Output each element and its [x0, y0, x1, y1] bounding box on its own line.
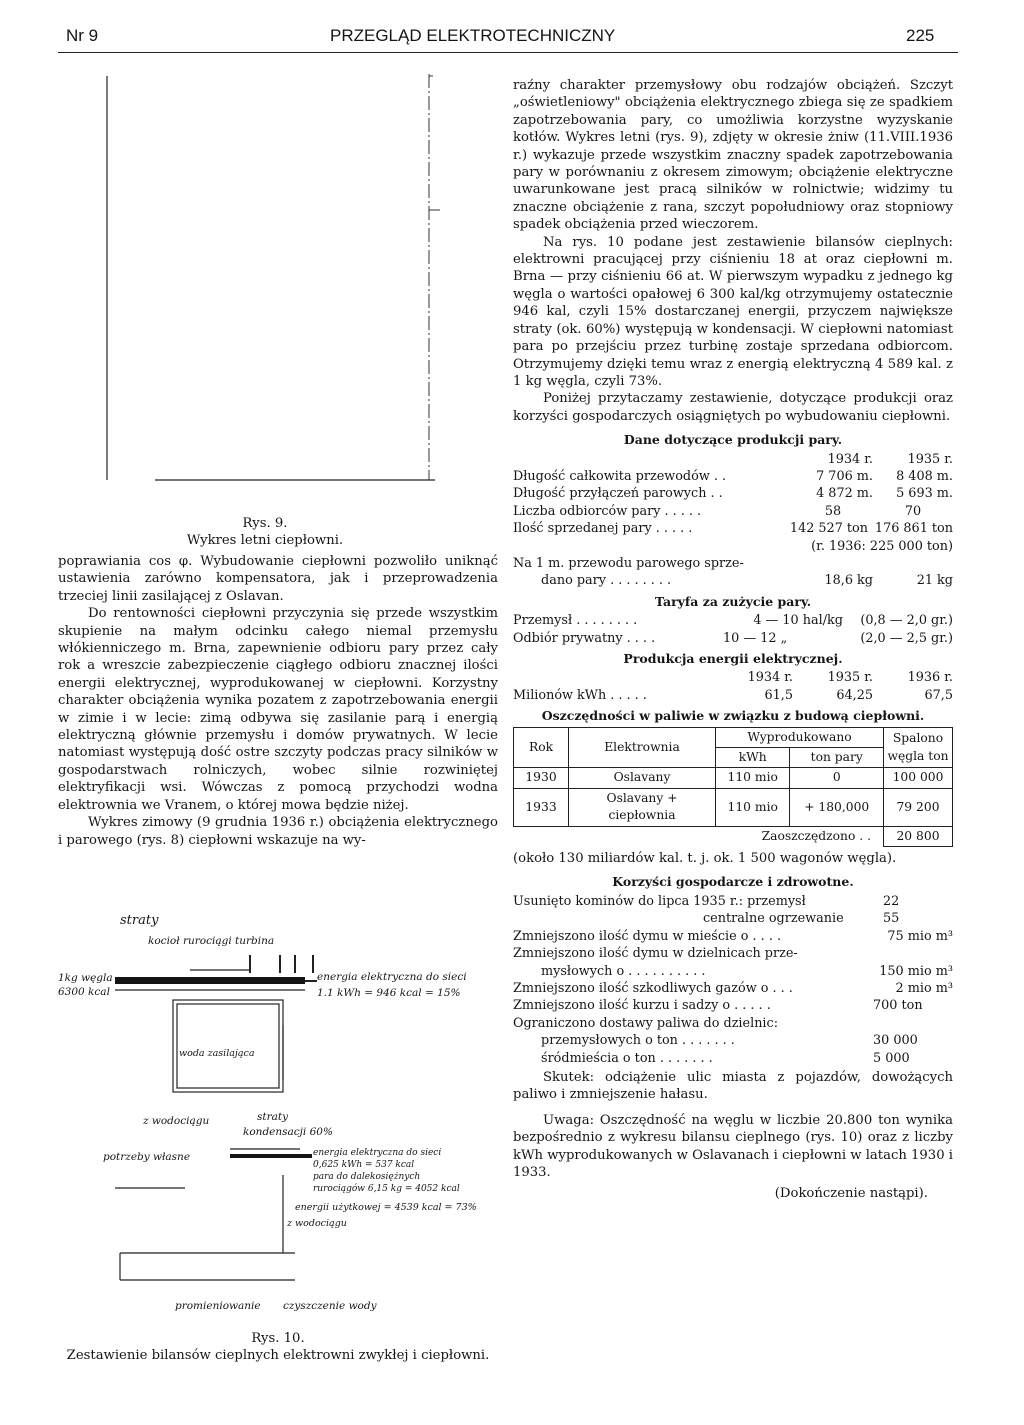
produkcja-row	[513, 687, 953, 704]
fig10-label: rurociągów 6,15 kg = 4052 kcal	[313, 1184, 460, 1194]
page-header	[58, 26, 958, 53]
fig10-label: potrzeby własne	[103, 1151, 191, 1163]
row-value: 10 — 12 „	[723, 630, 788, 646]
korzysci-row	[513, 1032, 953, 1049]
korzysci-row	[513, 1015, 953, 1032]
table-header: Rok	[514, 727, 569, 768]
section-title: Korzyści gospodarcze i zdrowotne.	[612, 874, 854, 890]
cell: 79 200	[884, 788, 953, 826]
fig10-label: 1.1 kWh = 946 kcal = 15%	[317, 987, 461, 999]
row-value: 22	[883, 893, 900, 909]
fig10-label: kocioł rurociągi turbina	[148, 935, 275, 947]
row-value: 8 408 m.	[896, 468, 953, 484]
cell: Oslavany	[569, 768, 716, 788]
dane-row	[513, 520, 953, 537]
fig10-label: 1kg węgla	[58, 972, 113, 984]
row-value	[873, 1015, 953, 1032]
cell: + 180,000	[790, 788, 884, 826]
row-value: 4 872 m.	[816, 486, 873, 502]
table-row	[514, 768, 953, 788]
row-label: Długość całkowita przewodów . .	[513, 468, 727, 484]
right-column	[513, 77, 953, 1203]
row-label: Przemysł . . . . . . . .	[513, 613, 638, 629]
cell: 100 000	[884, 768, 953, 788]
korzysci-row	[513, 945, 953, 962]
table-header: ton pary	[790, 748, 884, 768]
row-label: Liczba odbiorców pary . . . . .	[513, 503, 702, 519]
fuel-savings-table	[513, 727, 953, 847]
row-value: 61,5	[764, 687, 793, 703]
fig10-label: kondensacji 60%	[243, 1126, 333, 1138]
years-row	[513, 669, 953, 686]
row-value: 142 527 ton	[789, 521, 868, 537]
cell: 20 800	[884, 826, 953, 846]
paragraph: Do rentowności ciepłowni przyczynia się przede wszystkim skupienie na małym odcinku całego niemal przemysłu włókienniczego m. Brna, zapewnienie odbioru pary przez cały rok a wreszcie zabezpieczenie ciągłego odbioru znacznej ilości energii elektrycznej, wyprodukowanej w ciepłowni. Korzystny charakter obciążenia wynika pozatem z zapotrzebowania energii w zimie i w lecie: zimą odbywa się zasilanie parą i energią elektryczną głównie przemysłu i domów prywatnych. W lecie natomiast występują dość ostre szczyty podczas pracy silników w gospodarstwach rolniczych, wobec silnie rozwiniętej elektryfikacji wsi. Wówczas z pomocą przychodzi wodna elektrownia we Vranem, o której mowa będzie niżej.	[58, 606, 498, 813]
row-value: 30 000	[873, 1033, 918, 1049]
row-value: 2 mio m³	[895, 980, 953, 996]
fig10-label: energia elektryczna do sieci	[313, 1148, 442, 1158]
row-label: śródmieścia o ton . . . . . . .	[541, 1050, 713, 1066]
korzysci-row	[513, 893, 953, 910]
table-header: kWh	[716, 748, 790, 768]
row-value: (0,8 — 2,0 gr.)	[860, 613, 953, 629]
fig10-label: straty	[257, 1111, 289, 1123]
row-label: Ograniczono dostawy paliwa do dzielnic:	[513, 1015, 779, 1031]
fig10-label: woda zasilająca	[179, 1048, 255, 1059]
fig10-label: z wodociągu	[287, 1218, 347, 1229]
row-value: 176 861 ton	[874, 521, 953, 537]
section-title: Taryfa za zużycie pary.	[654, 593, 812, 609]
table-header: Elektrownia	[569, 727, 716, 768]
section-title: Oszczędności w paliwie w związku z budową ciepłowni.	[541, 708, 925, 724]
row-label: Zmniejszono ilość dymu w mieście o . . . .	[513, 928, 782, 944]
cell: Zaoszczędzono . .	[514, 826, 884, 846]
section-title: Produkcja energii elektrycznej.	[623, 651, 843, 666]
cell: 0	[790, 768, 884, 788]
taryfa-row	[513, 612, 953, 629]
figure-10-number: Rys. 10.	[251, 1331, 305, 1346]
row-value: 21 kg	[916, 573, 953, 589]
fig10-label: promieniowanie	[175, 1300, 261, 1312]
paragraph: Wykres zimowy (9 grudnia 1936 r.) obciążenia elektrycznego i parowego (rys. 8) ciepłowni wskazuje na wy-	[58, 815, 498, 848]
figure-10	[55, 905, 505, 1325]
row-label: Długość przyłączeń parowych . .	[513, 486, 723, 502]
row-value: 700 ton	[873, 998, 923, 1014]
fig10-label: czyszczenie wody	[283, 1300, 377, 1312]
na1m-row	[513, 555, 953, 572]
korzysci-row	[513, 928, 953, 945]
year: 1935 r.	[827, 670, 873, 686]
row-label: Milionów kWh . . . . .	[513, 687, 647, 703]
table-header: Spalono węgla ton	[884, 727, 953, 768]
korzysci-row	[513, 963, 953, 980]
row-label: Odbiór prywatny . . . .	[513, 630, 656, 646]
row-label: Zmniejszono ilość szkodliwych gazów o . . .	[513, 980, 793, 996]
korzysci-row	[513, 1050, 953, 1067]
page-number: 225	[906, 26, 935, 45]
fig10-label: para do dalekosiężnych	[313, 1172, 421, 1182]
row-value: 58	[824, 503, 842, 519]
year: 1935 r.	[907, 451, 953, 467]
cell: Oslavany + ciepłownia	[569, 788, 716, 826]
fig10-label: energii użytkowej = 4539 kcal = 73%	[295, 1202, 477, 1213]
figure-9-title: Wykres letni ciepłowni.	[186, 533, 344, 549]
left-column-text	[58, 553, 498, 849]
year: 1934 r.	[747, 670, 793, 686]
korzysci-row	[513, 910, 953, 927]
paragraph: (około 130 miliardów kal. t. j. ok. 1 500 wagonów węgla).	[513, 851, 897, 867]
paragraph: (Dokończenie nastąpi).	[774, 1186, 928, 1202]
row-value: (2,0 — 2,5 gr.)	[860, 630, 953, 646]
fig10-label: straty	[120, 913, 159, 928]
row-value: 75 mio m³	[887, 928, 953, 944]
years-row	[513, 451, 953, 468]
fig10-label: 6300 kcal	[58, 986, 110, 998]
row-label: Na 1 m. przewodu parowego sprze-	[513, 555, 744, 571]
dane-row	[513, 468, 953, 485]
row-value: 55	[883, 911, 900, 927]
paragraph: raźny charakter przemysłowy obu rodzajów obciążeń. Szczyt „oświetleniowy" obciążenia elektrycznego zbiega się ze spadkiem zapotrzebowania pary, co umożliwia korzystne wyzyskanie kotłów. Wykres letni (rys. 9), zdjęty w okresie żniw (11.VIII.1936 r.) wykazuje przede wszystkim znaczny spadek zapotrzebowania pary w porównaniu z okresem zimowym; obciążenie elektryczne uwarunkowane jest pracą silników w rolnictwie; widzimy tu znaczne obciążenie z rana, szczyt popołudniowy oraz stopniowy spadek obciążenia przed wieczorem.	[513, 78, 953, 233]
row-label: centralne ogrzewanie	[703, 911, 844, 927]
fig10-label: 0,625 kWh = 537 kcal	[313, 1160, 415, 1170]
row-value: 7 706 m.	[816, 468, 873, 484]
cell: 110 mio	[716, 768, 790, 788]
fig10-label: z wodociągu	[143, 1115, 210, 1127]
row-value: 5 693 m.	[896, 486, 953, 502]
fig10-label: energia elektryczna do sieci	[317, 971, 467, 983]
row-value: 5 000	[873, 1050, 910, 1066]
row-label: dano pary . . . . . . . .	[541, 573, 672, 589]
cell: 110 mio	[716, 788, 790, 826]
journal-title: PRZEGLĄD ELEKTROTECHNICZNY	[330, 26, 616, 45]
korzysci-row	[513, 980, 953, 997]
paragraph: Skutek: odciążenie ulic miasta z pojazdów, dowożących paliwo i zmniejszenie hałasu.	[513, 1069, 953, 1103]
year: 1934 r.	[827, 451, 873, 467]
paragraph: Na rys. 10 podane jest zestawienie bilansów cieplnych: elektrowni pracującej przy ciśnieniu 18 at oraz ciepłowni m. Brna — przy ciśnieniu 66 at. W pierwszym wypadku z jednego kg węgla o wartości opałowej 6 300 kal/kg otrzymujemy ostatecznie 946 kal, czyli 15% dostarczanej energii, przyczem największe straty (ok. 60%) występują w kondensacji. W ciepłowni natomiast para po przejściu przez turbinę zostaje sprzedana odbiorcom. Otrzymujemy dzięki temu wraz z energią elektryczną 4 589 kal. z 1 kg węgla, czyli 73%.	[513, 234, 953, 389]
table-row	[514, 826, 953, 846]
na1m-row	[513, 572, 953, 589]
table-header: Wyprodukowano	[716, 727, 884, 747]
dane-note-row	[513, 538, 953, 555]
figure-10-title: Zestawienie bilansów cieplnych elektrowni zwykłej i ciepłowni.	[66, 1348, 490, 1364]
dane-row	[513, 503, 953, 520]
row-value: 64,25	[836, 687, 873, 703]
row-label: Ilość sprzedanej pary . . . . .	[513, 521, 693, 537]
table-row	[514, 788, 953, 826]
issue-number: Nr 9	[66, 26, 99, 45]
figure-9-caption	[100, 515, 430, 550]
figure-9-number: Rys. 9.	[242, 516, 288, 531]
cell: 1933	[514, 788, 569, 826]
cell: 1930	[514, 768, 569, 788]
taryfa-row	[513, 630, 953, 647]
year: 1936 r.	[907, 670, 953, 686]
row-label: przemysłowych o ton . . . . . . .	[541, 1033, 735, 1049]
row-value: 67,5	[924, 687, 953, 703]
korzysci-row	[513, 997, 953, 1014]
paragraph: poprawiania cos φ. Wybudowanie ciepłowni pozwoliło uniknąć ustawienia zarówno kompensatora, jak i przeprowadzenia trzeciej linii zasilającej z Oslavan.	[58, 554, 498, 604]
row-label: mysłowych o . . . . . . . . . .	[541, 963, 706, 979]
row-value: 4 — 10 hal/kg	[753, 613, 843, 629]
paragraph: Poniżej przytaczamy zestawienie, dotyczące produkcji oraz korzyści gospodarczych osiągniętych po wybudowaniu ciepłowni.	[513, 391, 953, 424]
row-label: Zmniejszono ilość dymu w dzielnicach prze-	[513, 946, 798, 962]
row-value: 70	[904, 503, 922, 519]
row-label: Zmniejszono ilość kurzu i sadzy o . . . . .	[513, 998, 771, 1014]
figure-9-chart	[95, 70, 440, 490]
row-value	[873, 945, 953, 962]
row-label: Usunięto kominów do lipca 1935 r.: przemysł	[513, 893, 806, 909]
figure-10-caption	[58, 1330, 498, 1365]
dane-row	[513, 485, 953, 502]
row-value: 150 mio m³	[879, 963, 953, 979]
paragraph: Uwaga: Oszczędność na węglu w liczbie 20.800 ton wynika bezpośrednio z wykresu bilansu cieplnego (rys. 10) oraz z liczby kWh wyprodukowanych w Oslavanach i ciepłowni w latach 1930 i 1933.	[513, 1112, 953, 1180]
section-title: Dane dotyczące produkcji pary.	[623, 432, 843, 448]
dane-note: (r. 1936: 225 000 ton)	[811, 538, 953, 554]
row-value: 18,6 kg	[824, 573, 873, 589]
